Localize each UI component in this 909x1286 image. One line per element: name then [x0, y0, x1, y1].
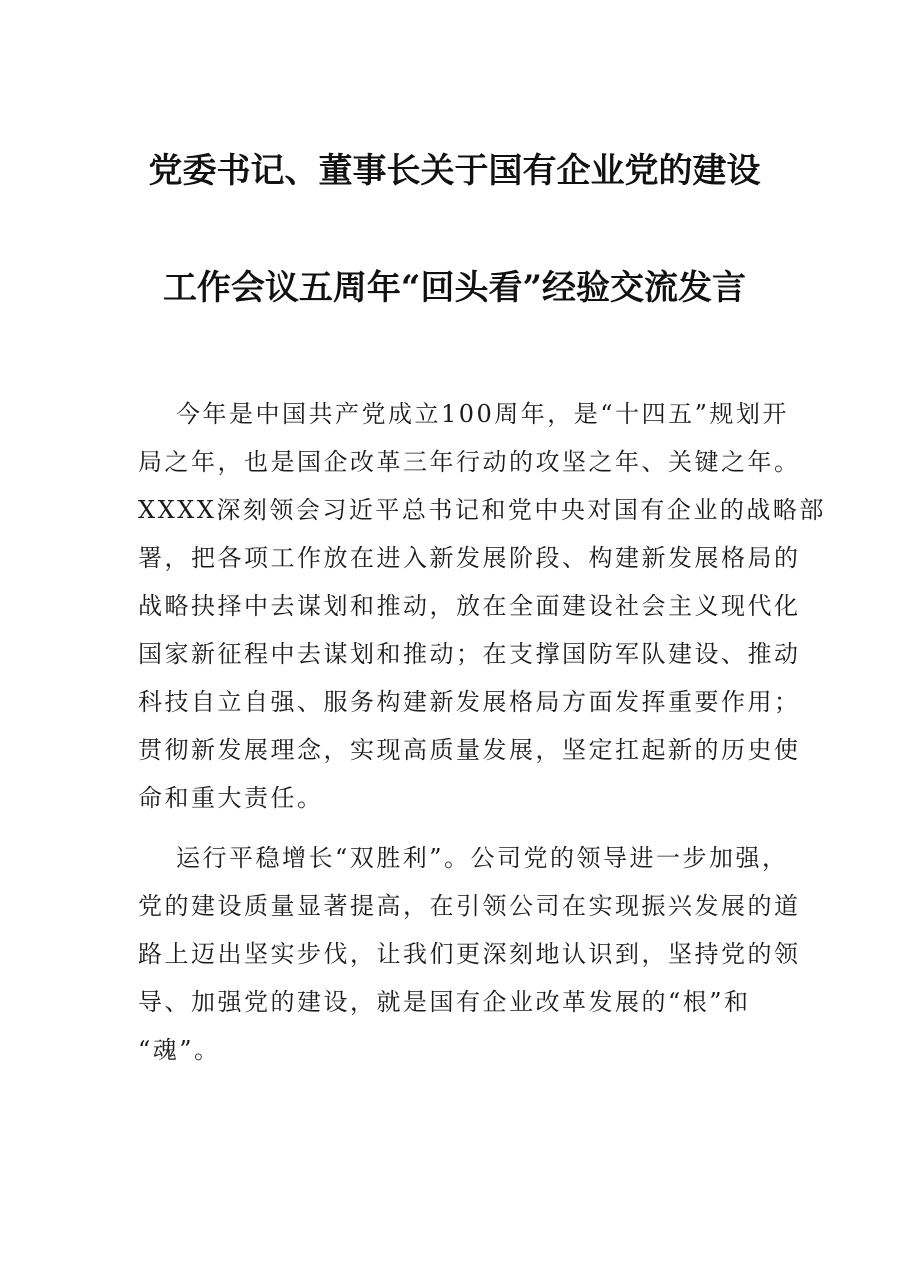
paragraph-line: 党的建设质量显著提高，在引领公司在实现振兴发展的道 [138, 892, 801, 920]
paragraph-line: 贯彻新发展理念，实现高质量发展，坚定扛起新的历史使 [138, 736, 801, 764]
paragraph-line: “魂”。 [138, 1036, 221, 1064]
paragraph-line: 国家新征程中去谋划和推动；在支撑国防军队建设、推动 [138, 640, 801, 668]
body-paragraph-2 [138, 842, 801, 1082]
paragraph-line: 路上迈出坚实步伐，让我们更深刻地认识到，坚持党的领 [138, 940, 801, 968]
paragraph-line: XXXX深刻领会习近平总书记和党中央对国有企业的战略部 [138, 496, 826, 524]
paragraph-line: 科技自立自强、服务构建新发展格局方面发挥重要作用； [138, 688, 801, 716]
document-title-line-2: 工作会议五周年“回头看”经验交流发言 [162, 268, 747, 308]
document-title-line-1: 党委书记、董事长关于国有企业党的建设 [148, 151, 761, 191]
body-paragraph-1 [138, 398, 826, 830]
paragraph-line: 运行平稳增长“双胜利”。公司党的领导进一步加强， [176, 844, 789, 872]
paragraph-line: 命和重大责任。 [138, 784, 324, 812]
paragraph-line: 署，把各项工作放在进入新发展阶段、构建新发展格局的 [138, 544, 801, 572]
paragraph-line: 导、加强党的建设，就是国有企业改革发展的“根”和 [138, 988, 751, 1016]
paragraph-line: 战略抉择中去谋划和推动，放在全面建设社会主义现代化 [138, 592, 801, 620]
paragraph-line: 今年是中国共产党成立100周年，是“十四五”规划开 [176, 400, 789, 428]
paragraph-line: 局之年，也是国企改革三年行动的攻坚之年、关键之年。 [138, 448, 801, 476]
